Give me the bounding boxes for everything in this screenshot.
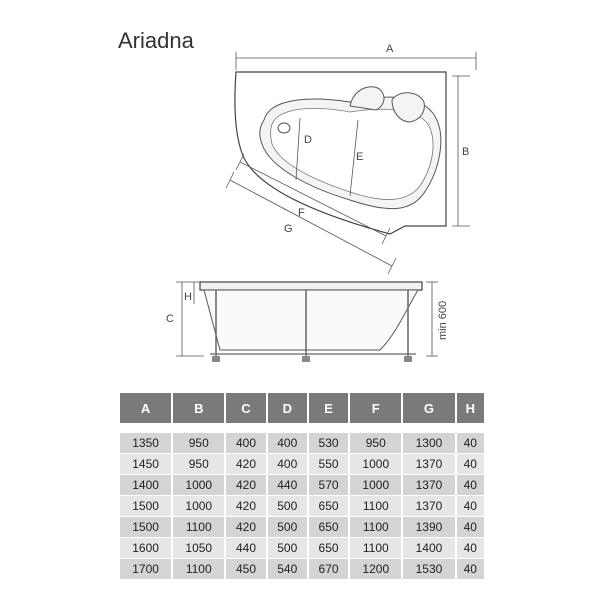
table-cell: 550 [309,454,348,474]
table-cell: 1100 [350,496,401,516]
header-cell-a: A [120,393,171,423]
table-cell: 1100 [173,517,224,537]
table-cell: 1600 [120,538,171,558]
table-cell: 400 [268,454,307,474]
table-cell: 40 [457,496,484,516]
table-cell: 1200 [350,559,401,579]
table-cell: 1370 [403,454,454,474]
table-header-row [120,393,484,423]
header-cell-e: E [309,393,348,423]
table-cell: 420 [226,517,265,537]
table-row [120,433,484,453]
table-cell: 540 [268,559,307,579]
dim-label-min: min 600 [437,300,449,340]
table-cell: 1500 [120,496,171,516]
dimensions-table [118,392,486,580]
table-row [120,538,484,558]
table-cell: 450 [226,559,265,579]
header-cell-g: G [403,393,454,423]
table-row [120,559,484,579]
dim-label-c: C [166,313,174,325]
table-cell: 440 [226,538,265,558]
table-cell: 1350 [120,433,171,453]
table-cell: 1370 [403,475,454,495]
table-cell: 400 [268,433,307,453]
table-cell: 420 [226,454,265,474]
table-cell: 500 [268,517,307,537]
table-row [120,496,484,516]
table-cell: 650 [309,517,348,537]
table-row [120,475,484,495]
table-cell: 40 [457,559,484,579]
dim-label-a: A [386,43,394,55]
table-cell: 1000 [173,496,224,516]
dim-label-f: F [298,207,305,219]
header-cell-d: D [268,393,307,423]
table-cell: 1400 [403,538,454,558]
table-cell: 1450 [120,454,171,474]
header-cell-b: B [173,393,224,423]
table-cell: 1050 [173,538,224,558]
table-cell: 1500 [120,517,171,537]
table-cell: 650 [309,496,348,516]
table-cell: 440 [268,475,307,495]
dim-label-g: G [284,223,293,235]
tub-rim [200,282,422,290]
table-cell: 1300 [403,433,454,453]
table-cell: 40 [457,454,484,474]
dim-label-b: B [462,146,470,158]
table-cell: 1390 [403,517,454,537]
page-title: Ariadna [118,28,194,53]
table-cell: 40 [457,538,484,558]
table-cell: 1000 [350,454,401,474]
table-cell: 1370 [403,496,454,516]
table-cell: 500 [268,496,307,516]
top-view-drawing [200,40,490,280]
table-cell: 1100 [350,517,401,537]
header-cell-c: C [226,393,265,423]
table-cell: 400 [226,433,265,453]
dim-label-d: D [304,134,312,146]
table-cell: 40 [457,433,484,453]
table-cell: 420 [226,475,265,495]
table-cell: 1100 [173,559,224,579]
side-view-drawing [160,270,450,380]
table-cell: 650 [309,538,348,558]
table-cell: 40 [457,475,484,495]
dim-label-e: E [356,151,364,163]
table-cell: 1530 [403,559,454,579]
table-cell: 530 [309,433,348,453]
tub-body [204,290,418,350]
table-row [120,454,484,474]
table-cell: 1000 [173,475,224,495]
table-cell: 1000 [350,475,401,495]
table-cell: 1100 [350,538,401,558]
table-cell: 950 [173,433,224,453]
table-row [120,517,484,537]
table-cell: 500 [268,538,307,558]
drain-icon [278,123,290,133]
table-cell: 1400 [120,475,171,495]
table-cell: 950 [350,433,401,453]
table-cell: 570 [309,475,348,495]
dim-label-h: H [184,291,192,303]
header-cell-f: F [350,393,401,423]
table-cell: 950 [173,454,224,474]
table-cell: 420 [226,496,265,516]
table-cell: 40 [457,517,484,537]
header-cell-h: H [457,393,484,423]
table-cell: 1700 [120,559,171,579]
table-cell: 670 [309,559,348,579]
